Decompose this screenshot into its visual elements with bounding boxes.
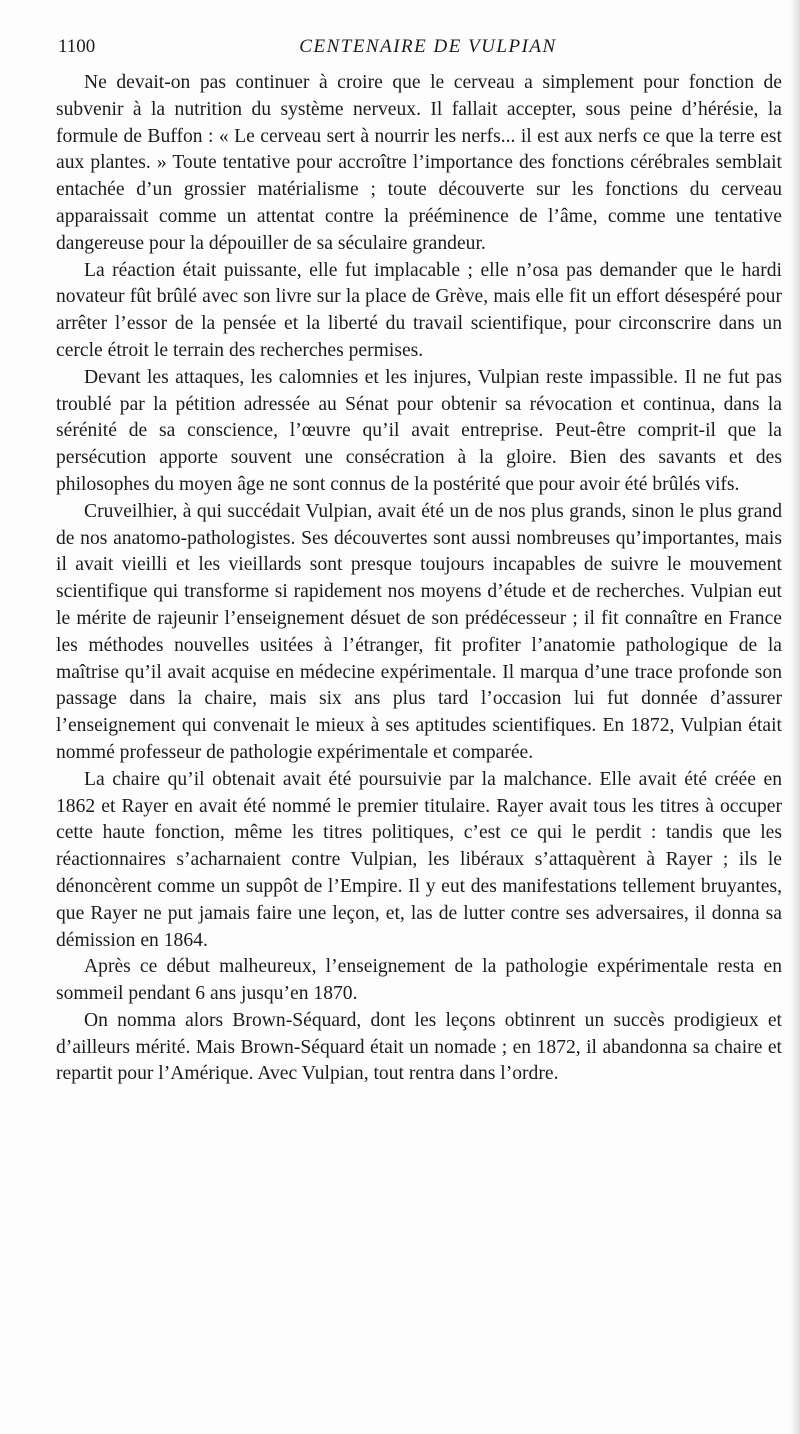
page-edge-shadow [790,0,800,1434]
paragraph: Ne devait-on pas continuer à croire que le cerveau a simplement pour fonction de subvenir à la nutrition du système nerveux. Il fallait accepter, sous peine d’hérésie, la formule de Buffon : « Le cerveau sert à nourrir les nerfs... il est aux nerfs ce que la terre est aux plantes. » Toute tentative pour accroître l’importance des fonctions cérébrales semblait entachée d’un grossier matérialisme ; toute découverte sur les fonctions du cerveau apparaissait comme un attentat contre la prééminence de l’âme, comme une tentative dangereuse pour la dépouiller de sa séculaire grandeur. [56,72,782,254]
page-number: 1100 [58,36,96,57]
paragraph: La chaire qu’il obtenait avait été poursuivie par la malchance. Elle avait été créée en 1862 et Rayer en avait été nommé le premier titulaire. Rayer avait tous les titres à occuper cette haute fonction, même les titres politiques, c’est ce qui le perdit : tandis que les réactionnaires s’acharnaient contre Vulpian, les libéraux s’attaquèrent à Rayer ; ils le dénoncèrent comme un suppôt de l’Empire. Il y eut des manifestations tellement bruyantes, que Rayer ne put jamais faire une leçon, et, las de lutter contre ses adversaires, il donna sa démission en 1864. [56,768,782,951]
paragraph: On nomma alors Brown-Séquard, dont les leçons obtinrent un succès prodigieux et d’ailleurs mérité. Mais Brown-Séquard était un nomade ; en 1872, il abandonna sa chaire et repartit pour l’Amérique. Avec Vulpian, tout rentra dans l’ordre. [56,1009,782,1085]
paragraph: Cruveilhier, à qui succédait Vulpian, avait été un de nos plus grands, sinon le plus grand de nos anatomo-pathologistes. Ses découvertes sont aussi nombreuses qu’importantes, mais il avait vieilli et les vieillards sont presque toujours incapables de suivre le mouvement scientifique qui transforme si rapidement nos moyens d’étude et de recherches. Vulpian eut le mérite de rajeunir l’enseignement désuet de son prédécesseur ; il fit connaître en France les méthodes nouvelles usitées à l’étranger, fit profiter l’anatomie pathologique de la maîtrise qu’il avait acquise en médecine expérimentale. Il marqua d’une trace profonde son passage dans la chaire, mais six ans plus tard l’occasion lui fut donnée d’assurer l’enseignement qui convenait le mieux à ses aptitudes scientifiques. En 1872, Vulpian était nommé professeur de pathologie expérimentale et comparée. [56,500,782,763]
paragraph: Après ce début malheureux, l’enseignement de la pathologie expérimentale resta en sommeil pendant 6 ans jusqu’en 1870. [56,956,782,1005]
paragraph: Devant les attaques, les calomnies et les injures, Vulpian reste impassible. Il ne fut pas troublé par la pétition adressée au Sénat pour obtenir sa révocation et continua, dans la sérénité de sa conscience, l’œuvre qu’il avait entreprise. Peut-être comprit-il que la persécution apporte souvent une consécration à la gloire. Bien des savants et des philosophes du moyen âge ne sont connus de la postérité que pour avoir été brûlés vifs. [56,366,782,495]
running-head [58,36,758,60]
body-text [56,70,782,1088]
running-title: CENTENAIRE DE VULPIAN [299,36,557,57]
paragraph: La réaction était puissante, elle fut implacable ; elle n’osa pas demander que le hardi novateur fût brûlé avec son livre sur la place de Grève, mais elle fit un effort désespéré pour arrêter l’essor de la pensée et la liberté du travail scientifique, pour circonscrire dans un cercle étroit le terrain des recherches permises. [56,259,782,361]
